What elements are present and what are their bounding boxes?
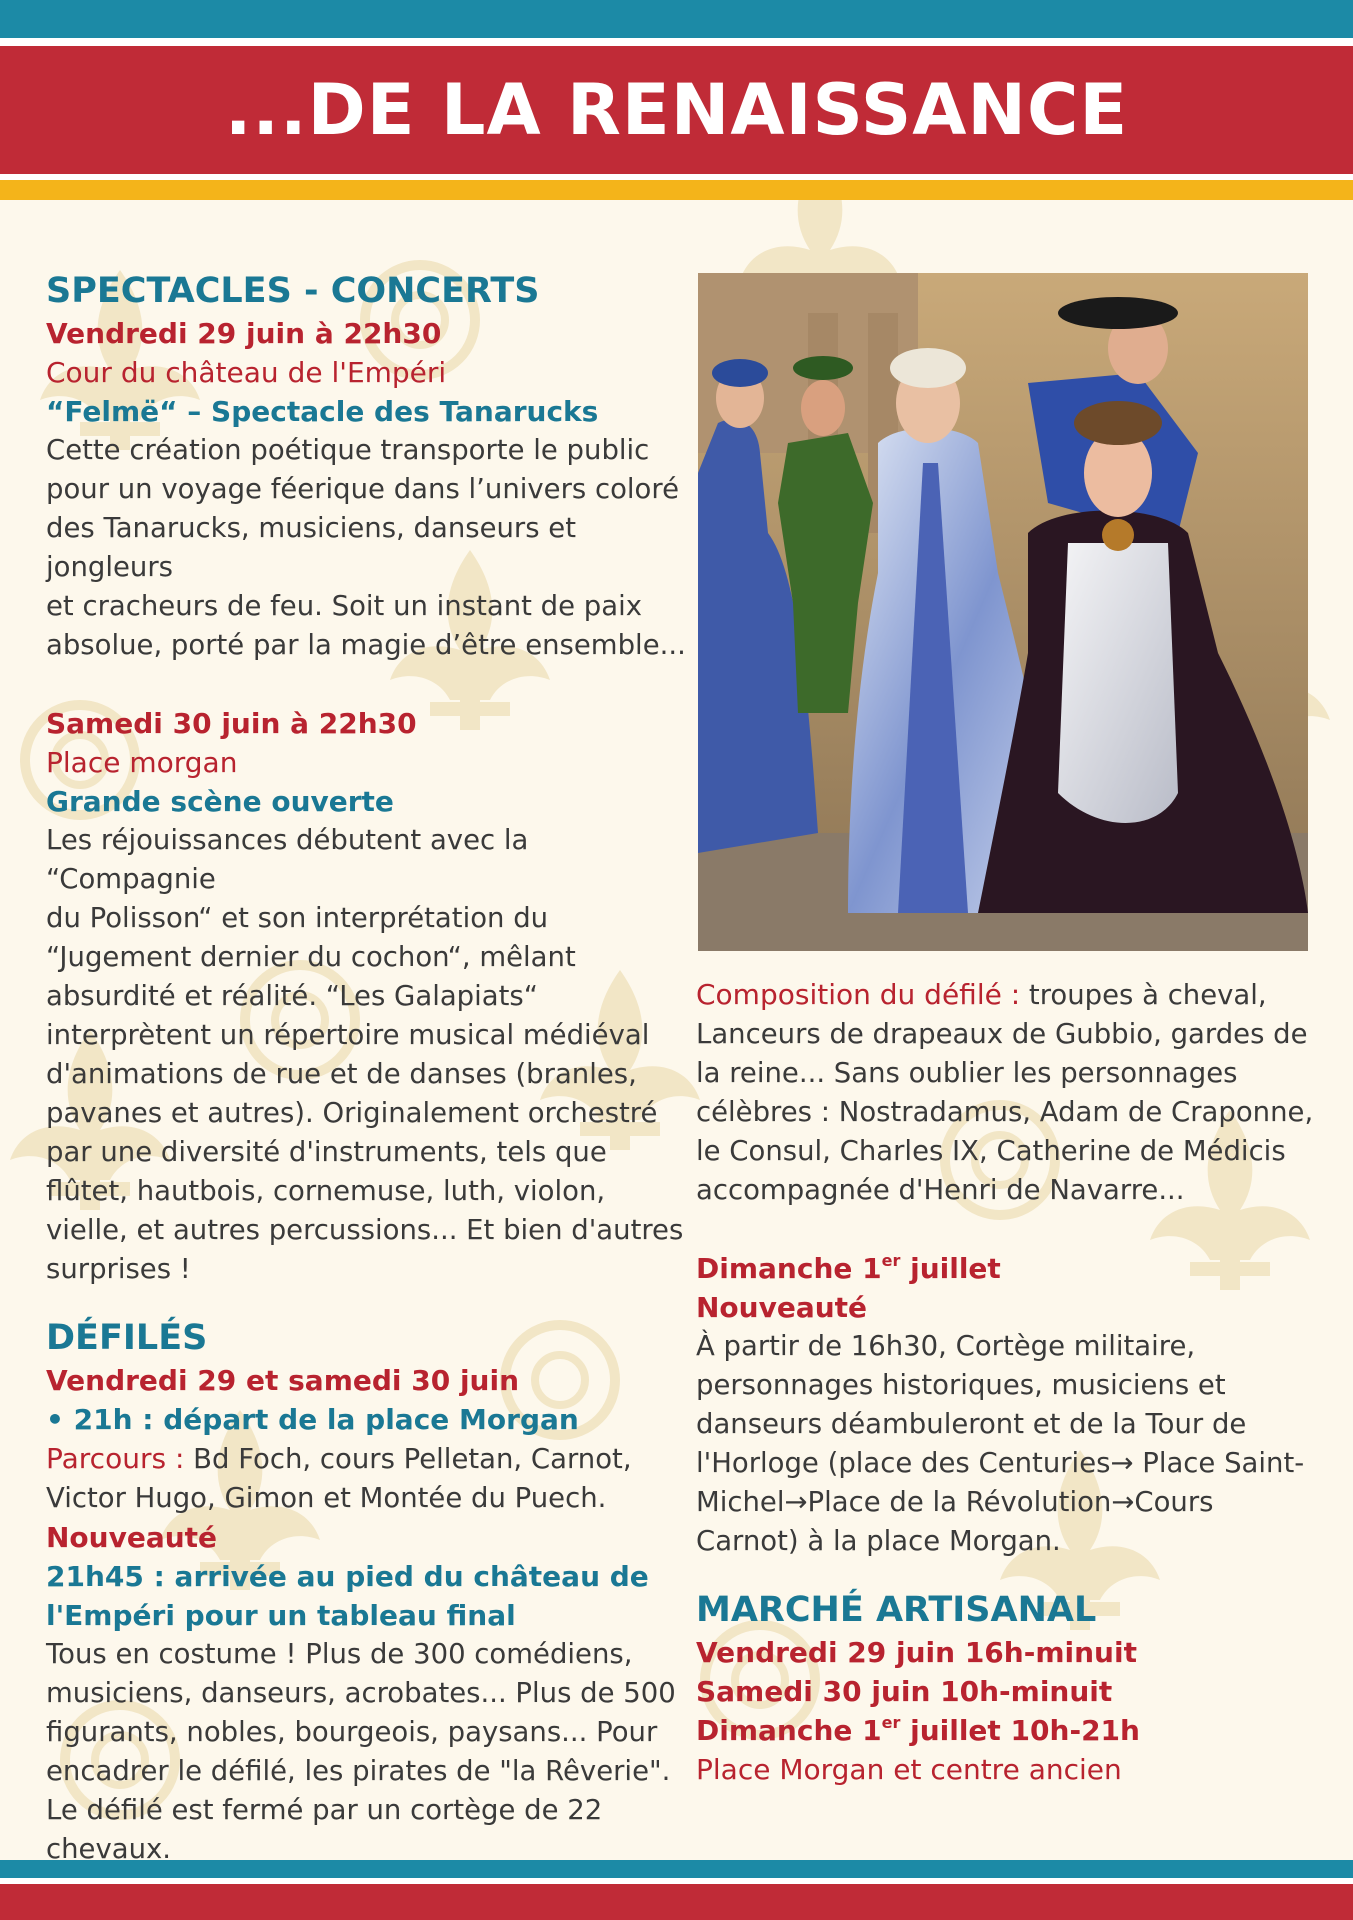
top-blue-band [0,0,1353,38]
composition-description: Lanceurs de drapeaux de Gubbio, gardes de la reine... Sans oublier les personnages célèbres : Nostradamus, Adam de Craponne, le Consul, Charles IX, Catherine de Médicis accompagnée d'Henri de Navarre... [696,1018,1314,1206]
section-heading-spectacles: SPECTACLES - CONCERTS [46,271,540,311]
yellow-stripe [0,180,1353,200]
event1-place: Cour du château de l'Empéri [46,356,447,389]
photo-illustration [698,273,1308,951]
left-column: SPECTACLES - CONCERTS Vendredi 29 juin à 22h30 Cour du château de l'Empéri “Felmë“ – Spectacle des Tanarucks Cette création poétique transporte le public pour un voyage féerique dans l’univers coloré des Tanarucks, musiciens, danseurs et jongleurs et cracheurs de feu. Soit un instant de paix absolue, porté par la magie d’être ensemble... Samedi 30 juin à 22h30 Place morgan Grande scène ouverte Les réjouissances débutent avec la “Compagnie du Polisson“ et son interprétation du “Jugement dernier du cochon“, mêlant absurdité et réalité. “Les Galapiats“ interprètent un répertoire musical médiéval d'animations de rue et de danses (branles, pavanes et autres). Originalement orchestré par une diversité d'instruments, tels que flûtet, hautbois, cornemuse, luth, violon, vielle, et autres percussions... Et bien d'autres surprises ! DÉFILÉS Vendredi 29 et samedi 30 juin • 21h : départ de la place Morgan Parcours : Bd Foch, cours Pelletan, Carnot, Victor Hugo, Gimon et Montée du Puech. Nouveauté 21h45 : arrivée au pied du château de l'Empéri pour un tableau final Tous en costume ! Plus de 300 comédiens, musiciens, danseurs, acrobates... Plus de 500 figurants, nobles, bourgeois, paysans... Pour encadrer le défilé, les pirates de "la Rêverie". Le défilé est fermé par un cortège de 22 chevaux. [46,268,686,1869]
route-label: Parcours : [46,1442,185,1475]
marche-line-sunday: Dimanche 1er juillet 10h-21h [696,1713,1140,1747]
composition-label: Composition du défilé : [696,978,1021,1011]
defiles-description: Tous en costume ! Plus de 300 comédiens, musiciens, danseurs, acrobates... Plus de 500 figurants, nobles, bourgeois, paysans... Pour encadrer le défilé, les pirates de "la Rêverie". Le défilé est fermé par un cortège de 22 chevaux. [46,1638,676,1865]
defiles-new-label: Nouveauté [46,1521,218,1554]
dimanche-date: Dimanche 1er juillet [696,1251,1001,1285]
event1-description: Cette création poétique transporte le public pour un voyage féerique dans l’univers coloré des Tanarucks, musiciens, danseurs et jongleurs et cracheurs de feu. Soit un instant de paix absolue, porté par la magie d’être ensemble... [46,434,686,661]
renaissance-dancers-photo [698,273,1308,951]
event2-date: Samedi 30 juin à 22h30 [46,707,417,740]
defiles-date: Vendredi 29 et samedi 30 juin [46,1364,520,1397]
defiles-arrival: 21h45 : arrivée au pied du château de [46,1560,649,1593]
top-white-stripe [0,38,1353,46]
section-heading-defiles: DÉFILÉS [46,1318,208,1358]
event2-title: Grande scène ouverte [46,785,394,818]
dimanche-description: À partir de 16h30, Cortège militaire, personnages historiques, musiciens et danseurs déambuleront et de la Tour de l'Horloge (place des Centuries→ Place Saint- Michel→Place de la Révolution→Cours Carnot) à la place Morgan. [696,1330,1305,1557]
title-band [0,46,1353,174]
defiles-start: • 21h : départ de la place Morgan [46,1403,579,1436]
event1-title: “Felmë“ – Spectacle des Tanarucks [46,395,599,428]
bottom-red-band [0,1884,1353,1920]
defiles-route: Parcours : Bd Foch, cours Pelletan, Carnot, [46,1442,632,1475]
section-heading-marche: MARCHÉ ARTISANAL [696,1590,1097,1630]
marche-line-saturday: Samedi 30 juin 10h-minuit [696,1675,1113,1708]
event1-date: Vendredi 29 juin à 22h30 [46,317,442,350]
marche-line-friday: Vendredi 29 juin 16h-minuit [696,1636,1137,1669]
dimanche-new-label: Nouveauté [696,1291,868,1324]
page-title: ...DE LA RENAISSANCE [224,69,1129,151]
event2-place: Place morgan [46,746,238,779]
right-column [696,975,1316,1789]
marche-place: Place Morgan et centre ancien [696,1753,1122,1786]
composition-first-line: Composition du défilé : troupes à cheval, [696,978,1267,1011]
event2-description: Les réjouissances débutent avec la “Compagnie du Polisson“ et son interprétation du “Jugement dernier du cochon“, mêlant absurdité et réalité. “Les Galapiats“ interprètent un répertoire musical médiéval d'animations de rue et de danses (branles, pavanes et autres). Originalement orchestré par une diversité d'instruments, tels que flûtet, hautbois, cornemuse, luth, violon, vielle, et autres percussions... Et bien d'autres surprises ! [46,824,684,1285]
